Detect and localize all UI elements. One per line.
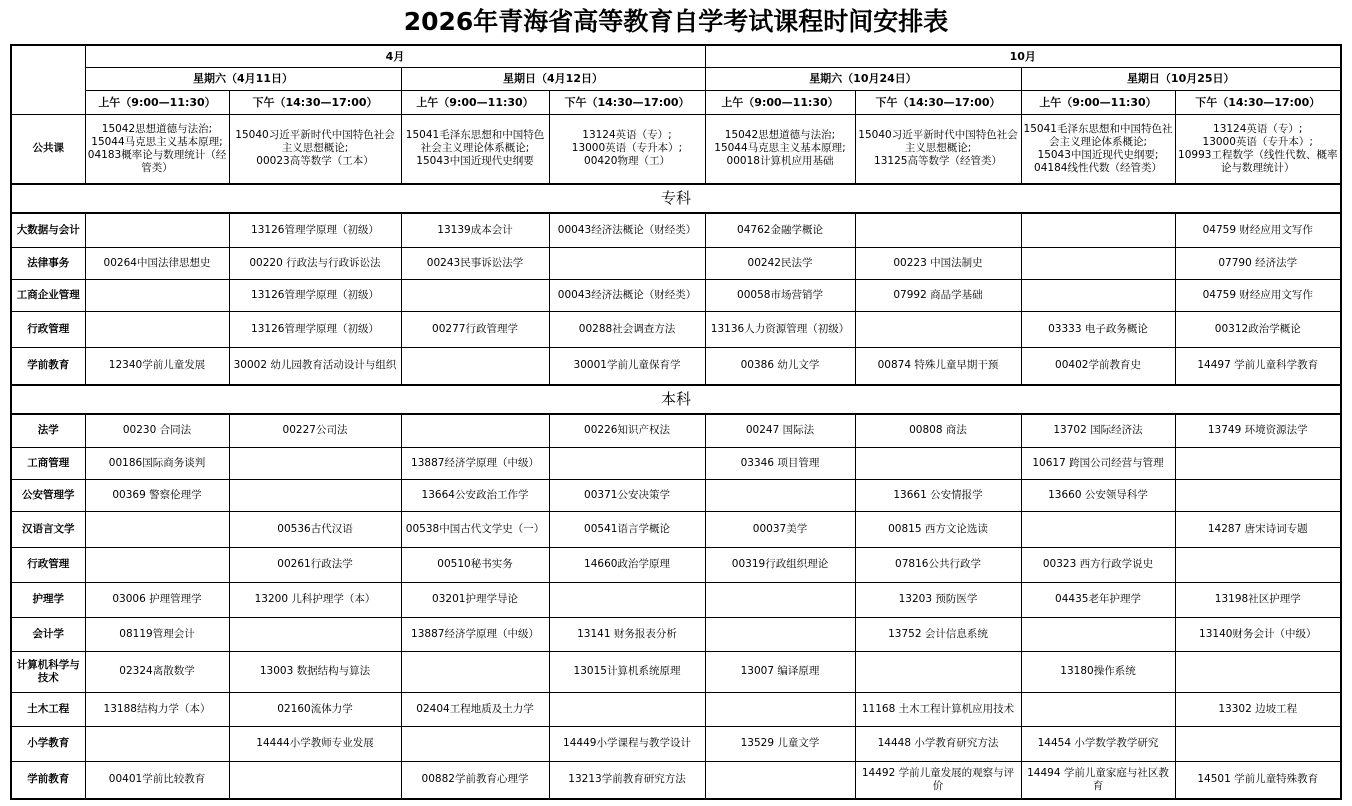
- course-cell: 03333 电子政务概论: [1021, 311, 1175, 347]
- table-row: [11, 761, 1341, 799]
- major-label: 公安管理学: [11, 479, 85, 511]
- course-cell: 13887经济学原理（中级）: [401, 447, 549, 479]
- course-cell: 14448 小学教育研究方法: [855, 726, 1021, 761]
- course-cell: 15041毛泽东思想和中国特色社会主义理论体系概论; 15043中国近现代史纲要; 04184线性代数（经管类）: [1021, 114, 1175, 184]
- header-days-row: [11, 67, 1341, 90]
- day-header: 星期日（10月25日）: [1021, 67, 1341, 90]
- table-row: [11, 726, 1341, 761]
- course-cell: [401, 347, 549, 385]
- course-cell: 00242民法学: [705, 247, 855, 279]
- course-cell: 00538中国古代文学史（一）: [401, 511, 549, 547]
- major-label: 工商管理: [11, 447, 85, 479]
- table-row: [11, 511, 1341, 547]
- course-cell: 13141 财务报表分析: [549, 617, 705, 651]
- course-cell: 00277行政管理学: [401, 311, 549, 347]
- table-row: [11, 547, 1341, 582]
- table-row: [11, 247, 1341, 279]
- course-cell: [85, 311, 229, 347]
- course-cell: 14454 小学数学教学研究: [1021, 726, 1175, 761]
- day-header: 星期六（4月11日）: [85, 67, 401, 90]
- page-title: 2026年青海省高等教育自学考试课程时间安排表: [403, 7, 949, 36]
- major-label: 法学: [11, 414, 85, 447]
- table-row: [11, 447, 1341, 479]
- course-cell: 00371公安决策学: [549, 479, 705, 511]
- course-cell: 00043经济法概论（财经类）: [549, 279, 705, 311]
- course-cell: [855, 213, 1021, 247]
- course-cell: 02160流体力学: [229, 692, 401, 726]
- course-cell: 14287 唐宋诗词专题: [1175, 511, 1341, 547]
- course-cell: [1021, 279, 1175, 311]
- course-cell: 00312政治学概论: [1175, 311, 1341, 347]
- course-cell: [229, 447, 401, 479]
- course-cell: 00261行政法学: [229, 547, 401, 582]
- course-cell: 13124英语（专）; 13000英语（专升本）; 00420物理（工）: [549, 114, 705, 184]
- course-cell: [229, 761, 401, 799]
- course-cell: 00808 商法: [855, 414, 1021, 447]
- major-label: 法律事务: [11, 247, 85, 279]
- course-cell: 15042思想道德与法治; 15044马克思主义基本原理; 00018计算机应用基础: [705, 114, 855, 184]
- course-cell: 00220 行政法与行政诉讼法: [229, 247, 401, 279]
- course-cell: 04435老年护理学: [1021, 582, 1175, 617]
- course-cell: [1175, 547, 1341, 582]
- course-cell: [401, 726, 549, 761]
- course-cell: [705, 582, 855, 617]
- header-months-row: [11, 45, 1341, 67]
- course-cell: 13203 预防医学: [855, 582, 1021, 617]
- course-cell: 13007 编译原理: [705, 651, 855, 692]
- course-cell: 13126管理学原理（初级）: [229, 213, 401, 247]
- course-cell: [549, 582, 705, 617]
- course-cell: 14444小学教师专业发展: [229, 726, 401, 761]
- section-title: 专科: [11, 184, 1341, 213]
- table-row: [11, 617, 1341, 651]
- row-label: 公共课: [11, 114, 85, 184]
- course-cell: 13188结构力学（本）: [85, 692, 229, 726]
- course-cell: 14497 学前儿童科学教育: [1175, 347, 1341, 385]
- course-cell: 04759 财经应用文写作: [1175, 213, 1341, 247]
- course-cell: 00369 警察伦理学: [85, 479, 229, 511]
- course-cell: 07992 商品学基础: [855, 279, 1021, 311]
- major-label: 计算机科学与技术: [11, 651, 85, 692]
- course-cell: 13887经济学原理（中级）: [401, 617, 549, 651]
- course-cell: 03346 项目管理: [705, 447, 855, 479]
- exam-schedule-table: [10, 44, 1342, 800]
- table-row: [11, 414, 1341, 447]
- major-label: 学前教育: [11, 761, 85, 799]
- course-cell: 00882学前教育心理学: [401, 761, 549, 799]
- course-cell: 13702 国际经济法: [1021, 414, 1175, 447]
- major-label: 大数据与会计: [11, 213, 85, 247]
- course-cell: 00815 西方文论选读: [855, 511, 1021, 547]
- course-cell: [1175, 479, 1341, 511]
- course-cell: 00541语言学概论: [549, 511, 705, 547]
- course-cell: [855, 447, 1021, 479]
- session-header: 上午（9:00—11:30）: [85, 90, 229, 114]
- course-cell: 15040习近平新时代中国特色社会主义思想概论; 13125高等数学（经管类）: [855, 114, 1021, 184]
- course-cell: [85, 547, 229, 582]
- table-row: [11, 311, 1341, 347]
- course-cell: 07816公共行政学: [855, 547, 1021, 582]
- course-cell: 13200 儿科护理学（本）: [229, 582, 401, 617]
- course-cell: 10617 跨国公司经营与管理: [1021, 447, 1175, 479]
- course-cell: 04762金融学概论: [705, 213, 855, 247]
- month-header: 10月: [705, 45, 1341, 67]
- course-cell: [1175, 726, 1341, 761]
- course-cell: 13529 儿童文学: [705, 726, 855, 761]
- course-cell: [85, 213, 229, 247]
- day-header: 星期日（4月12日）: [401, 67, 705, 90]
- course-cell: 00319行政组织理论: [705, 547, 855, 582]
- corner-cell: [11, 45, 85, 114]
- table-row: [11, 347, 1341, 385]
- course-cell: 07790 经济法学: [1175, 247, 1341, 279]
- course-cell: 00536古代汉语: [229, 511, 401, 547]
- course-cell: [705, 761, 855, 799]
- course-cell: [549, 247, 705, 279]
- course-cell: [549, 692, 705, 726]
- course-cell: 00386 幼儿文学: [705, 347, 855, 385]
- course-cell: 13003 数据结构与算法: [229, 651, 401, 692]
- session-header: 下午（14:30—17:00）: [549, 90, 705, 114]
- course-cell: 08119管理会计: [85, 617, 229, 651]
- course-cell: 14501 学前儿童特殊教育: [1175, 761, 1341, 799]
- session-header: 下午（14:30—17:00）: [1175, 90, 1341, 114]
- course-cell: 04759 财经应用文写作: [1175, 279, 1341, 311]
- course-cell: [229, 479, 401, 511]
- course-cell: 00227公司法: [229, 414, 401, 447]
- session-header: 上午（9:00—11:30）: [705, 90, 855, 114]
- course-cell: 03201护理学导论: [401, 582, 549, 617]
- course-cell: [1021, 247, 1175, 279]
- course-cell: [401, 279, 549, 311]
- course-cell: 02404工程地质及土力学: [401, 692, 549, 726]
- course-cell: 13749 环境资源法学: [1175, 414, 1341, 447]
- course-cell: 30001学前儿童保育学: [549, 347, 705, 385]
- major-label: 土木工程: [11, 692, 85, 726]
- course-cell: 13136人力资源管理（初级）: [705, 311, 855, 347]
- course-cell: 14449小学课程与教学设计: [549, 726, 705, 761]
- session-header: 下午（14:30—17:00）: [229, 90, 401, 114]
- course-cell: [855, 651, 1021, 692]
- course-cell: 00243民事诉讼法学: [401, 247, 549, 279]
- course-cell: [705, 617, 855, 651]
- course-cell: 13180操作系统: [1021, 651, 1175, 692]
- section-title: 本科: [11, 385, 1341, 414]
- course-cell: 00323 西方行政学说史: [1021, 547, 1175, 582]
- section-header-row: [11, 184, 1341, 213]
- course-cell: 14494 学前儿童家庭与社区教育: [1021, 761, 1175, 799]
- course-cell: 14492 学前儿童发展的观察与评价: [855, 761, 1021, 799]
- major-label: 行政管理: [11, 311, 85, 347]
- course-cell: [549, 447, 705, 479]
- major-label: 护理学: [11, 582, 85, 617]
- course-cell: [85, 511, 229, 547]
- table-row: [11, 213, 1341, 247]
- course-cell: 00247 国际法: [705, 414, 855, 447]
- public-course-row: [11, 114, 1341, 184]
- course-cell: 12340学前儿童发展: [85, 347, 229, 385]
- course-cell: [705, 692, 855, 726]
- course-cell: 13124英语（专）; 13000英语（专升本）; 10993工程数学（线性代数、概率论与数理统计）: [1175, 114, 1341, 184]
- session-header: 上午（9:00—11:30）: [401, 90, 549, 114]
- month-header: 4月: [85, 45, 705, 67]
- course-cell: 15042思想道德与法治; 15044马克思主义基本原理; 04183概率论与数理统计（经管类）: [85, 114, 229, 184]
- table-row: [11, 582, 1341, 617]
- course-cell: 00037美学: [705, 511, 855, 547]
- course-cell: 13660 公安领导科学: [1021, 479, 1175, 511]
- table-row: [11, 279, 1341, 311]
- course-cell: 00043经济法概论（财经类）: [549, 213, 705, 247]
- course-cell: [1175, 447, 1341, 479]
- course-cell: 00401学前比较教育: [85, 761, 229, 799]
- major-label: 工商企业管理: [11, 279, 85, 311]
- course-cell: 14660政治学原理: [549, 547, 705, 582]
- course-cell: 15041毛泽东思想和中国特色社会主义理论体系概论; 15043中国近现代史纲要: [401, 114, 549, 184]
- session-header: 上午（9:00—11:30）: [1021, 90, 1175, 114]
- course-cell: 13126管理学原理（初级）: [229, 279, 401, 311]
- course-cell: 13140财务会计（中级）: [1175, 617, 1341, 651]
- course-cell: [855, 311, 1021, 347]
- course-cell: [1021, 617, 1175, 651]
- course-cell: [229, 617, 401, 651]
- course-cell: [85, 726, 229, 761]
- course-cell: 00510秘书实务: [401, 547, 549, 582]
- course-cell: 02324离散数学: [85, 651, 229, 692]
- section-header-row: [11, 385, 1341, 414]
- course-cell: 13198社区护理学: [1175, 582, 1341, 617]
- course-cell: 00874 特殊儿童早期干预: [855, 347, 1021, 385]
- course-cell: 13661 公安情报学: [855, 479, 1021, 511]
- course-cell: 00288社会调查方法: [549, 311, 705, 347]
- course-cell: 00230 合同法: [85, 414, 229, 447]
- course-cell: [1021, 213, 1175, 247]
- course-cell: 15040习近平新时代中国特色社会主义思想概论; 00023高等数学（工本）: [229, 114, 401, 184]
- session-header: 下午（14:30—17:00）: [855, 90, 1021, 114]
- course-cell: 00223 中国法制史: [855, 247, 1021, 279]
- course-cell: [1021, 692, 1175, 726]
- major-label: 小学教育: [11, 726, 85, 761]
- course-cell: 13139成本会计: [401, 213, 549, 247]
- course-cell: 30002 幼儿园教育活动设计与组织: [229, 347, 401, 385]
- header-sessions-row: [11, 90, 1341, 114]
- day-header: 星期六（10月24日）: [705, 67, 1021, 90]
- major-label: 学前教育: [11, 347, 85, 385]
- course-cell: 00186国际商务谈判: [85, 447, 229, 479]
- table-row: [11, 651, 1341, 692]
- table-row: [11, 692, 1341, 726]
- course-cell: 11168 土木工程计算机应用技术: [855, 692, 1021, 726]
- major-label: 汉语言文学: [11, 511, 85, 547]
- course-cell: 13126管理学原理（初级）: [229, 311, 401, 347]
- course-cell: 13664公安政治工作学: [401, 479, 549, 511]
- course-cell: 03006 护理管理学: [85, 582, 229, 617]
- course-cell: 00058市场营销学: [705, 279, 855, 311]
- course-cell: 00264中国法律思想史: [85, 247, 229, 279]
- course-cell: [401, 651, 549, 692]
- course-cell: [705, 479, 855, 511]
- major-label: 行政管理: [11, 547, 85, 582]
- course-cell: 00402学前教育史: [1021, 347, 1175, 385]
- course-cell: [1175, 651, 1341, 692]
- course-cell: 13302 边坡工程: [1175, 692, 1341, 726]
- course-cell: [401, 414, 549, 447]
- major-label: 会计学: [11, 617, 85, 651]
- course-cell: [1021, 511, 1175, 547]
- course-cell: 00226知识产权法: [549, 414, 705, 447]
- course-cell: 13015计算机系统原理: [549, 651, 705, 692]
- course-cell: 13213学前教育研究方法: [549, 761, 705, 799]
- table-row: [11, 479, 1341, 511]
- course-cell: [85, 279, 229, 311]
- course-cell: 13752 会计信息系统: [855, 617, 1021, 651]
